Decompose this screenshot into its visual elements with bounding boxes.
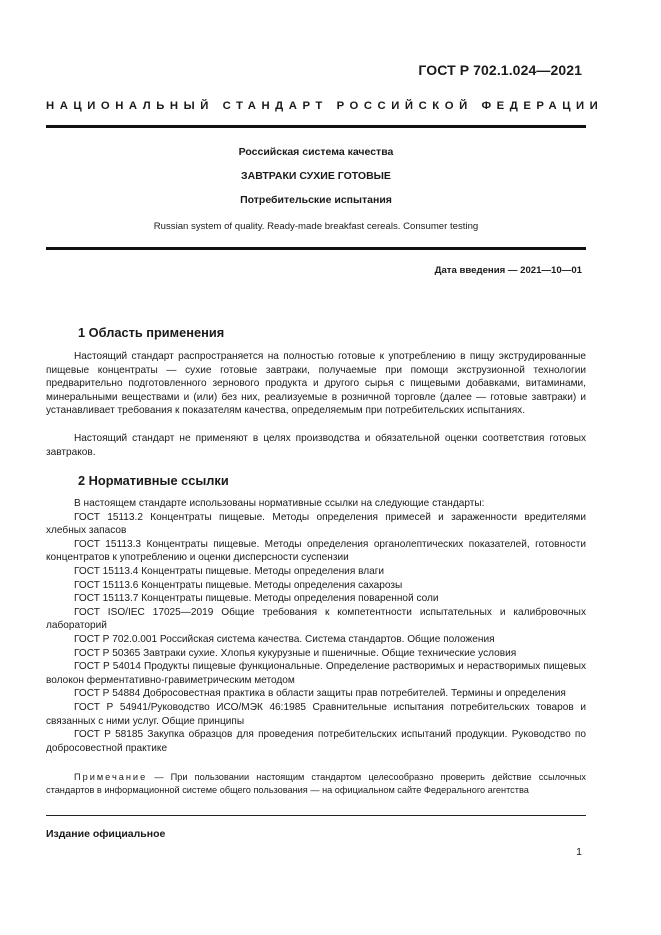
document-subtitle: Потребительские испытания [240,194,392,206]
title-bottom-rule [46,247,586,250]
introduction-date: Дата введения — 2021—10—01 [434,265,582,276]
page-number: 1 [576,846,582,858]
reference-item: ГОСТ 15113.4 Концентраты пищевые. Методы определения влаги [74,565,385,577]
document-title: ЗАВТРАКИ СУХИЕ ГОТОВЫЕ [241,170,391,182]
note-label: Примечание [74,772,148,782]
reference-item: ГОСТ Р 58185 Закупка образцов для проведения потребительских испытаний продукции. Руководство по добросовестной практике [46,729,586,754]
reference-item: ГОСТ ISO/IEC 17025—2019 Общие требования к компетентности испытательных и калибровочных лабораторий [46,606,586,632]
top-rule [46,125,586,128]
reference-item: ГОСТ Р 50365 Завтраки сухие. Хлопья кукурузные и пшеничные. Общие технические условия [74,647,517,659]
footer-rule [46,815,586,816]
reference-item: ГОСТ Р 54941/Руководство ИСО/МЭК 46:1985 Сравнительные испытания потребительских товаров и связанных с ними услуг. Общие принципы [46,701,586,727]
quality-system-line: Российская система качества [238,146,394,158]
reference-item: ГОСТ Р 54014 Продукты пищевые функциональные. Определение растворимых и нерастворимых пищевых волокон ферментативно-гравиметрическим методом [46,661,586,686]
document-number: ГОСТ Р 702.1.024—2021 [418,62,582,78]
reference-item: ГОСТ 15113.3 Концентраты пищевые. Методы определения органолептических показателей, готовности концентратов к употреблению и оценки дисперсности суспензии [46,538,586,564]
reference-item: ГОСТ 15113.2 Концентраты пищевые. Методы определения примесей и зараженности вредителями хлебных запасов [46,511,586,537]
references-note [46,771,586,797]
references-list [46,497,586,755]
section-2-heading: 2 Нормативные ссылки [78,473,229,488]
official-edition-label: Издание официальное [46,828,166,840]
section-1-paragraph-1: Настоящий стандарт распространяется на полностью готовые к употреблению в пищу экструдированные пищевые концентраты — сухие готовые завтраки, получаемые при помощи экструзионной технологии предварительно подготовленного зернового продукта и другого сырья с пищевыми добавками, витаминами, минеральными веществами и (или) без них, реализуемые в розничной торговле (далее — готовые завтраки) и устанавливает требования к показателям качества, определяемым при потребительских испытаниях. [46,351,586,417]
note-text: — При пользовании настоящим стандартом целесообразно проверить действие ссылочных стандартов в информационной системе общего пользования — на официальном сайте Федерального агентства [46,772,586,795]
section-1-paragraph-2: Настоящий стандарт не применяют в целях производства и обязательной оценки соответствия готовых завтраков. [46,433,586,458]
national-standard-banner: НАЦИОНАЛЬНЫЙ СТАНДАРТ РОССИЙСКОЙ ФЕДЕРАЦИИ [46,100,604,112]
reference-item: ГОСТ 15113.7 Концентраты пищевые. Методы определения поваренной соли [74,593,439,605]
section-1-heading: 1 Область применения [78,325,225,340]
references-intro: В настоящем стандарте использованы нормативные ссылки на следующие стандарты: [74,498,485,509]
english-title: Russian system of quality. Ready-made breakfast cereals. Consumer testing [153,221,479,232]
reference-item: ГОСТ 15113.6 Концентраты пищевые. Методы определения сахарозы [74,579,403,591]
reference-item: ГОСТ Р 702.0.001 Российская система качества. Система стандартов. Общие положения [74,633,495,645]
reference-item: ГОСТ Р 54884 Добросовестная практика в области защиты прав потребителей. Термины и определения [74,688,566,700]
